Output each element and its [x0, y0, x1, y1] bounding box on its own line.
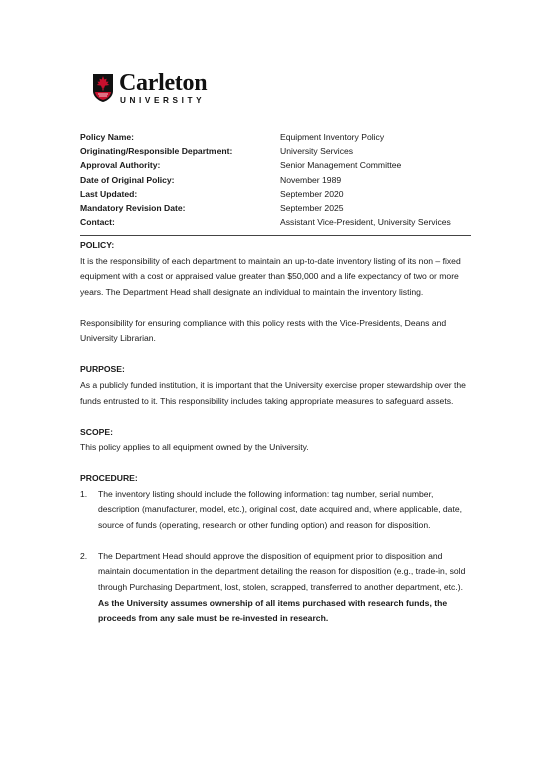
policy-heading: POLICY:: [80, 240, 115, 250]
section-divider: [80, 235, 471, 236]
logo-subtitle: UNIVERSITY: [120, 96, 206, 105]
carleton-logo: [92, 70, 252, 107]
meta-value: Equipment Inventory Policy: [280, 132, 385, 142]
meta-label: Last Updated:: [80, 188, 138, 199]
scope-paragraph: This policy applies to all equipment owned by the University.: [80, 442, 309, 453]
policy-paragraph: It is the responsibility of each department to maintain an up-to-date inventory listing of its non – fixed equipment with a cost or appraised value greater than $50,000 and a life expectancy of two or more years. The Department Head shall designate an individual to maintain the inventory listing.: [80, 255, 461, 297]
meta-row-original-date: [80, 173, 480, 187]
meta-row-policy-name: [80, 130, 480, 144]
policy-paragraph: Responsibility for ensuring compliance with this policy rests with the Vice-Presidents, Deans and University Librarian.: [80, 317, 447, 344]
meta-label: Policy Name:: [80, 132, 134, 142]
meta-label: Approval Authority:: [80, 160, 161, 171]
meta-label: Originating/Responsible Department:: [80, 146, 233, 157]
meta-row-last-updated: [80, 187, 480, 201]
purpose-paragraph: As a publicly funded institution, it is important that the University exercise proper stewardship over the funds entrusted to it. This responsibility includes taking appropriate measures to safeguard assets.: [80, 379, 466, 406]
procedure-list: [80, 487, 472, 627]
meta-value: University Services: [280, 146, 354, 157]
meta-value: November 1989: [280, 174, 342, 185]
procedure-heading: PROCEDURE:: [80, 473, 138, 484]
list-text: The Department Head should approve the disposition of equipment prior to disposition and maintain documentation in the department detailing the reason for disposition (e.g., trade-in, sold through Purchasing Department, lost, stolen, scrapped, transferred to another department, etc.).: [98, 550, 466, 593]
purpose-heading: PURPOSE:: [80, 364, 125, 375]
list-item: [80, 487, 472, 534]
meta-row-revision-date: [80, 201, 480, 215]
list-number: 2.: [80, 550, 88, 561]
policy-body: [80, 238, 472, 642]
meta-value: Senior Management Committee: [280, 160, 402, 171]
meta-row-approval-authority: [80, 158, 480, 172]
list-text: The inventory listing should include the following information: tag number, serial number, description (manufacturer, model, etc.), original cost, date acquired and, where applicable, date, source of funds (operating, research or other funding option) and reason for disposition.: [98, 488, 463, 530]
meta-value: September 2020: [280, 188, 344, 199]
meta-value: September 2025: [280, 202, 344, 213]
meta-row-department: [80, 144, 480, 158]
list-number: 1.: [80, 488, 88, 499]
logo-wordmark: Carleton: [119, 70, 208, 96]
scope-heading: SCOPE:: [80, 426, 113, 437]
meta-label: Mandatory Revision Date:: [80, 202, 186, 213]
meta-value: Assistant Vice-President, University Services: [280, 217, 451, 228]
meta-label: Contact:: [80, 217, 115, 228]
meta-label: Date of Original Policy:: [80, 174, 175, 185]
policy-metadata: [80, 130, 480, 229]
list-text-bold: As the University assumes ownership of all items purchased with research funds, the proceeds from any sale must be re-invested in research.: [98, 597, 448, 624]
list-item: [80, 549, 472, 627]
meta-row-contact: [80, 215, 480, 229]
shield-icon: [92, 73, 114, 103]
